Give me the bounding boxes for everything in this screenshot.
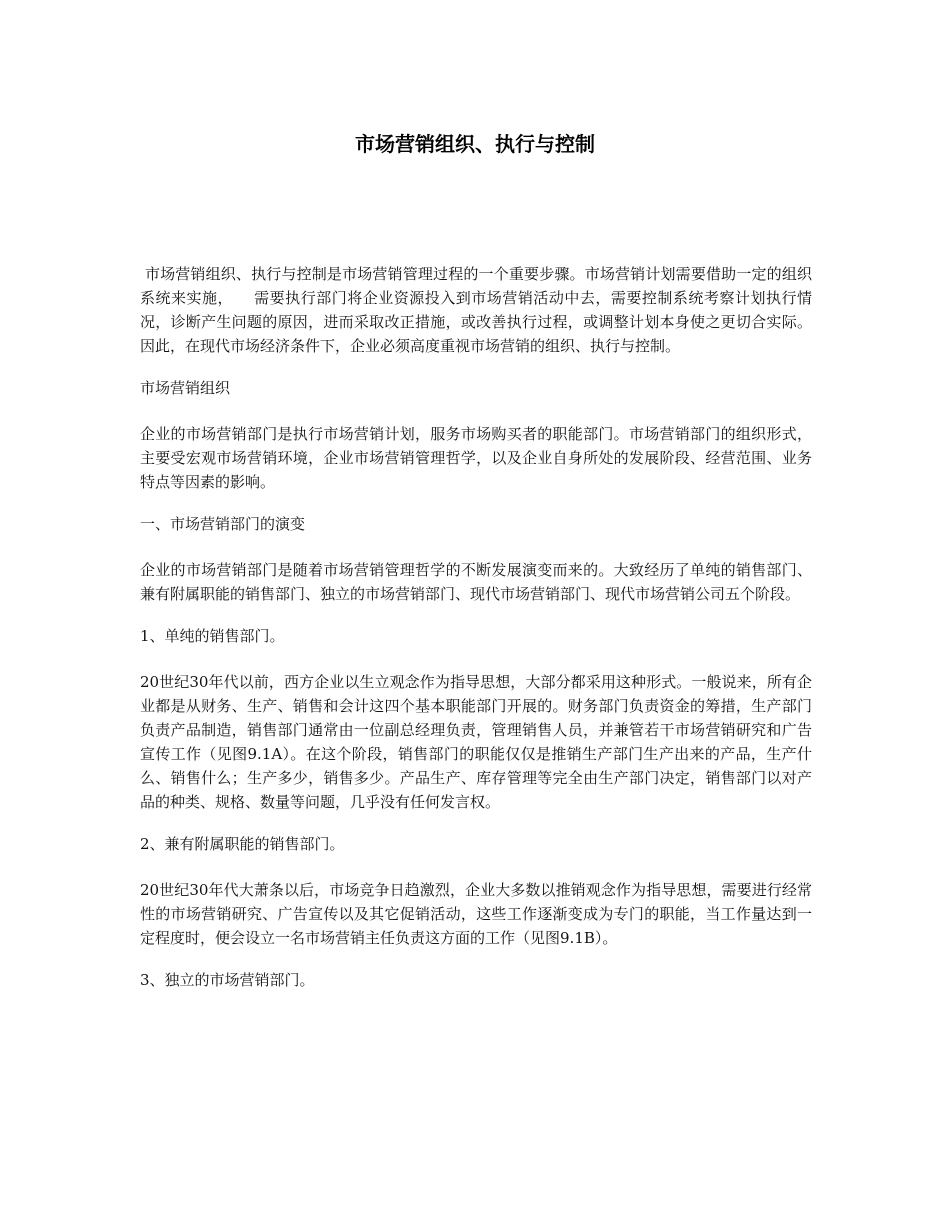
section-heading-marketing-organization: 市场营销组织 bbox=[140, 379, 231, 397]
body-paragraph: 企业的市场营销部门是执行市场营销计划，服务市场购买者的职能部门。市场营销部门的组织形式，主要受宏观市场营销环境，企业市场营销管理哲学，以及企业自身所处的发展阶段、经营范围、业务特点等因素的影响。 bbox=[140, 425, 812, 491]
section-heading-evolution: 一、市场营销部门的演变 bbox=[140, 515, 306, 533]
intro-paragraph: 市场营销组织、执行与控制是市场营销管理过程的一个重要步骤。市场营销计划需要借助一定的组织系统来实施， 需要执行部门将企业资源投入到市场营销活动中去，需要控制系统考察计划执行情况，诊断产生问题的原因，进而采取改正措施，或改善执行过程，或调整计划本身使之更切合实际。因此，在现代市场经济条件下，企业必须高度重视市场营销的组织、执行与控制。 bbox=[140, 265, 812, 355]
subsection-heading-1: 1、单纯的销售部门。 bbox=[140, 627, 285, 645]
document-title: 市场营销组织、执行与控制 bbox=[355, 132, 595, 156]
document-body bbox=[140, 262, 812, 1014]
body-paragraph: 20世纪30年代大萧条以后，市场竞争日趋激烈，企业大多数以推销观念作为指导思想，需要进行经常性的市场营销研究、广告宣传以及其它促销活动，这些工作逐渐变成为专门的职能，当工作量达到一定程度时，便会设立一名市场营销主任负责这方面的工作（见图9.1B）。 bbox=[140, 881, 812, 947]
body-paragraph: 20世纪30年代以前，西方企业以生立观念作为指导思想，大部分都采用这种形式。一般说来，所有企业都是从财务、生产、销售和会计这四个基本职能部门开展的。财务部门负责资金的筹措，生产部门负责产品制造，销售部门通常由一位副总经理负责，管理销售人员，并兼管若干市场营销研究和广告宣传工作（见图9.1A）。在这个阶段，销售部门的职能仅仅是推销生产部门生产出来的产品，生产什么、销售什么；生产多少，销售多少。产品生产、库存管理等完全由生产部门决定，销售部门以对产品的种类、规格、数量等问题，几乎没有任何发言权。 bbox=[140, 673, 812, 811]
body-paragraph: 企业的市场营销部门是随着市场营销管理哲学的不断发展演变而来的。大致经历了单纯的销售部门、兼有附属职能的销售部门、独立的市场营销部门、现代市场营销部门、现代市场营销公司五个阶段。 bbox=[140, 561, 812, 603]
subsection-heading-3: 3、独立的市场营销部门。 bbox=[140, 971, 315, 989]
subsection-heading-2: 2、兼有附属职能的销售部门。 bbox=[140, 835, 345, 853]
